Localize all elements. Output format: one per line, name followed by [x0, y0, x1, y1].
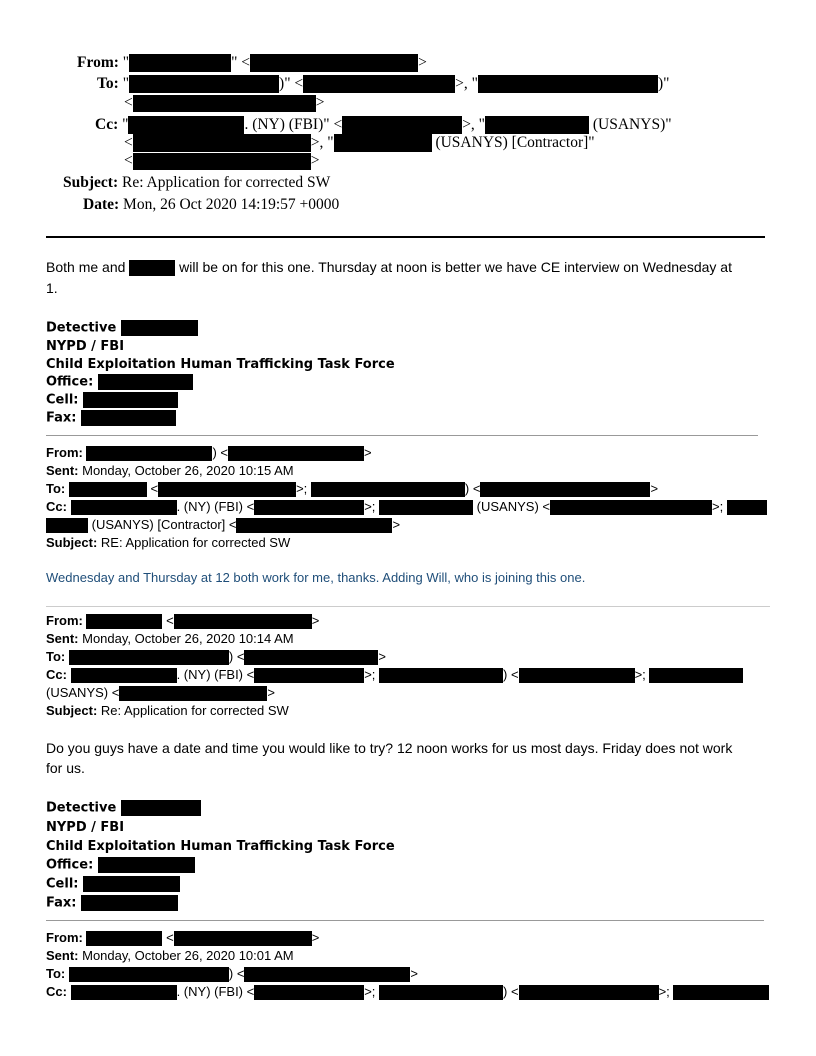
redaction	[133, 134, 311, 152]
divider	[46, 606, 770, 607]
redaction	[129, 75, 279, 93]
redaction	[71, 500, 177, 515]
redaction	[303, 75, 455, 93]
redaction	[69, 967, 229, 982]
redaction	[236, 518, 392, 533]
redaction	[254, 985, 364, 1000]
redaction	[46, 518, 88, 533]
redaction	[334, 134, 432, 152]
redaction	[98, 374, 193, 390]
divider	[46, 920, 764, 921]
date-row: Date: Mon, 26 Oct 2020 14:19:57 +0000	[83, 196, 340, 213]
redaction	[254, 668, 364, 683]
redaction	[86, 931, 162, 946]
redaction	[98, 857, 195, 873]
email-body: Wednesday and Thursday at 12 both work for me, thanks. Adding Will, who is joining this one.	[46, 570, 586, 585]
divider	[46, 435, 758, 436]
redaction	[69, 650, 229, 665]
redaction	[228, 446, 364, 461]
redaction	[480, 482, 650, 497]
redaction	[81, 410, 176, 426]
redaction	[119, 686, 267, 701]
redaction	[81, 895, 178, 911]
redaction	[250, 54, 418, 72]
redaction	[71, 668, 177, 683]
header-divider	[46, 236, 765, 238]
redaction	[133, 95, 316, 112]
redaction	[649, 668, 743, 683]
redaction	[128, 116, 244, 134]
cc-row: Cc: " . (NY) (FBI)" < >, " (USANYS)"	[95, 116, 672, 133]
subject-row: Subject: Re: Application for corrected SW	[63, 174, 331, 191]
redaction	[86, 446, 212, 461]
redaction	[121, 800, 201, 816]
redaction	[379, 985, 503, 1000]
redaction	[158, 482, 296, 497]
redaction	[121, 320, 198, 336]
redaction	[519, 985, 659, 1000]
redaction	[379, 500, 473, 515]
from-row: From: " " < >	[77, 54, 427, 71]
redaction	[478, 75, 658, 93]
redaction	[174, 614, 312, 629]
cc-row-cont: < >, " (USANYS) [Contractor]"	[124, 134, 595, 151]
redaction	[550, 500, 712, 515]
to-row-cont: < >	[124, 94, 325, 111]
redaction	[311, 482, 465, 497]
redaction	[83, 876, 180, 892]
redaction	[254, 500, 364, 515]
redaction	[129, 260, 175, 276]
redaction	[244, 650, 378, 665]
redaction	[342, 116, 462, 134]
to-row: To: " )" < >, " )"	[97, 75, 670, 92]
redaction	[69, 482, 147, 497]
redaction	[129, 54, 231, 72]
redaction	[485, 116, 589, 134]
redaction	[86, 614, 162, 629]
redaction	[379, 668, 503, 683]
redaction	[673, 985, 769, 1000]
cc-row-cont2: < >	[124, 152, 320, 169]
redaction	[174, 931, 312, 946]
redaction	[83, 392, 178, 408]
redaction	[519, 668, 635, 683]
redaction	[727, 500, 767, 515]
redaction	[244, 967, 410, 982]
redaction	[71, 985, 177, 1000]
redaction	[133, 153, 311, 170]
